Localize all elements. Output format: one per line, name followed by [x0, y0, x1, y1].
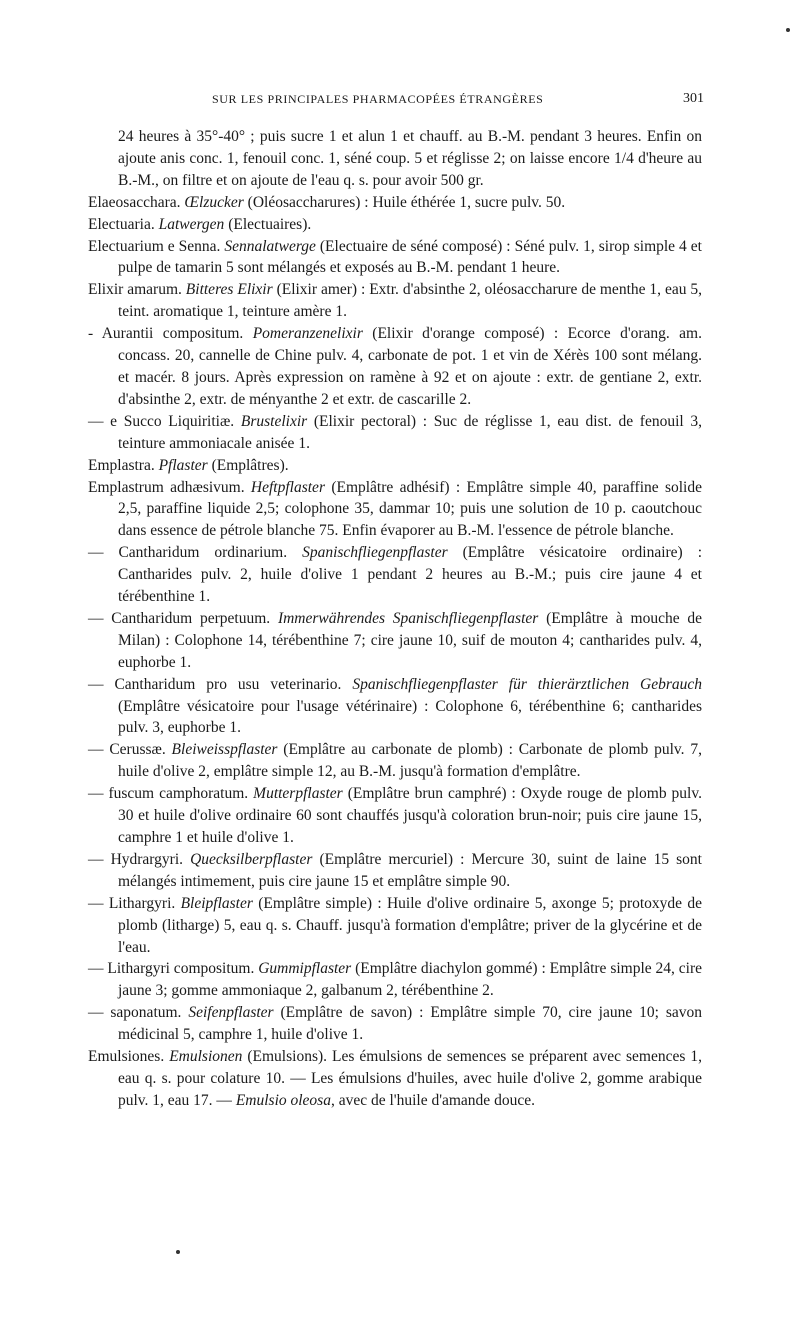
entry-text: Electuarium e Senna.: [88, 237, 225, 255]
entry-lithargyri-compositum: [88, 958, 702, 1002]
entry-text: , avec de l'huile d'amande douce.: [330, 1091, 535, 1109]
latin-german-term: Spanischfliegenpflaster: [302, 544, 448, 562]
entry-text: Elaeosacchara.: [88, 193, 185, 211]
entry-text: Emplastra.: [88, 456, 159, 474]
entry-cantharidum-veterinario: [88, 674, 702, 740]
latin-german-term: Bleiweisspflaster: [171, 741, 278, 759]
page-header: [90, 92, 704, 114]
latin-german-term: Sennalatwerge: [224, 237, 316, 255]
entry-text: (Emulsions). Les émulsions de semences se préparent avec semences 1, eau q. s. pour colature 10. — Les émulsions d'huiles, avec huile d'olive 2, gomme arabique pulv. 1, eau 17. —: [118, 1048, 702, 1109]
entry-text: (Emplâtre adhésif) : Emplâtre simple 40, paraffine solide 2,5, paraffine liquide 2,5; colophone 35, dammar 10; puis une solution de 10 p. caoutchouc dans essence de pétrole blanche 75. Enfin évaporer au B.-M. l'essence de pétrole blanche.: [118, 478, 702, 540]
latin-german-term: Pflaster: [158, 456, 208, 474]
entry-text: — Hydrargyri.: [88, 850, 191, 868]
entry-text: (Emplâtres).: [207, 456, 289, 474]
entry-saponatum: [88, 1002, 702, 1046]
entry-electuarium-senna: [88, 236, 702, 280]
entry-cantharidum-perpetuum: [88, 608, 702, 674]
entry-text: (Emplâtre de savon) : Emplâtre simple 70, cire jaune 10; savon médicinal 5, camphre 1, huile d'olive 1.: [118, 1004, 703, 1044]
entry-electuaria: [88, 214, 702, 236]
entry-text: — Cantharidum ordinarium.: [88, 544, 303, 562]
running-title: SUR LES PRINCIPALES PHARMACOPÉES ÉTRANGÈRES: [212, 92, 544, 106]
entry-text: — Lithargyri.: [88, 894, 181, 912]
entry-emulsiones: [88, 1046, 702, 1112]
entry-text: Elixir amarum.: [88, 281, 186, 299]
entry-text: (Emplâtre diachylon gommé) : Emplâtre simple 24, cire jaune 3; gomme ammoniaque 2, galbanum 2, térébenthine 2.: [118, 960, 702, 1000]
entry-text: — Lithargyri compositum.: [88, 960, 259, 978]
entry-text: (Emplâtre au carbonate de plomb) : Carbonate de plomb pulv. 7, huile d'olive 2, emplâtre simple 12, au B.-M. jusqu'à formation d'emplâtre.: [118, 741, 702, 781]
entry-text: (Emplâtre vésicatoire ordinaire) : Cantharides pulv. 2, huile d'olive 1 pendant 2 heures au B.-M.; puis cire jaune 4 et térébenthine 1.: [118, 544, 702, 606]
entry-elixir-amarum: [88, 279, 702, 323]
entry-cerussae: [88, 739, 702, 783]
latin-german-term: Immerwährendes Spanischfliegenpflaster: [277, 609, 539, 627]
entry-text: — Cerussæ.: [88, 741, 172, 759]
entry-text: — Cantharidum perpetuum.: [88, 609, 278, 627]
paper-speck: [176, 1250, 180, 1254]
entry-text: Electuaria.: [88, 215, 159, 233]
latin-german-term: Quecksilberpflaster: [190, 850, 313, 868]
entry-text: (Emplâtre à mouche de Milan) : Colophone 14, térébenthine 7; cire jaune 10, suif de mouton 4; cantharides pulv. 4, euphorbe 1.: [118, 609, 702, 671]
latin-german-term: Brustelixir: [240, 412, 308, 430]
entry-aurantii: [88, 323, 702, 411]
entry-text: (Emplâtre vésicatoire pour l'usage vétérinaire) : Colophone 6, térébenthine 6; cantharides pulv. 3, euphorbe 1.: [118, 697, 702, 737]
paper-speck: [786, 28, 790, 32]
latin-german-term: Latwergen: [158, 215, 225, 233]
latin-german-term: Bitteres Elixir: [185, 281, 273, 299]
entry-succo-liquiritiae: [88, 411, 702, 455]
entry-text: — fuscum camphoratum.: [88, 785, 254, 803]
entry-lithargyri: [88, 893, 702, 959]
latin-german-term: Œlzucker: [184, 193, 244, 211]
latin-german-term: Emulsionen: [169, 1048, 243, 1066]
latin-german-term: Heftpflaster: [250, 478, 325, 496]
page-number: 301: [683, 91, 704, 106]
entry-text: (Oléosaccharures) : Huile éthérée 1, sucre pulv. 50.: [243, 193, 566, 211]
entry-cantharidum-ordinarium: [88, 542, 702, 608]
entry-text: — Cantharidum pro usu veterinario.: [88, 675, 353, 693]
entry-text: (Elixir pectoral) : Suc de réglisse 1, eau dist. de fenouil 3, teinture ammoniacale anisée 1.: [118, 412, 702, 452]
entry-text: 24 heures à 35°-40° ; puis sucre 1 et alun 1 et chauff. au B.-M. pendant 3 heures. Enfin on ajoute anis conc. 1, fenouil conc. 1, séné coup. 5 et réglisse 2; on laisse encore 1/4 d'heure au B.-M., on filtre et on ajoute de l'eau q. s. pour avoir 500 gr.: [118, 128, 702, 189]
latin-german-term: Mutterpflaster: [253, 785, 343, 803]
entry-text: (Emplâtre simple) : Huile d'olive ordinaire 5, axonge 5; protoxyde de plomb (litharge) 5, eau q. s. Chauff. jusqu'à formation d'emplâtre; priver de la glycérine et de l'eau.: [118, 894, 702, 956]
entry-fuscum-camphoratum: [88, 783, 702, 849]
entry-emplastrum-adhaesivum: [88, 477, 702, 543]
entry-text: (Electuaire de séné composé) : Séné pulv. 1, sirop simple 4 et pulpe de tamarin 5 sont mélangés et exposés au B.-M. pendant 1 heure.: [118, 237, 702, 277]
latin-german-term: Gummipflaster: [258, 960, 352, 978]
entry-text: Emplastrum adhæsivum.: [88, 478, 251, 496]
latin-german-term: Seifenpflaster: [188, 1004, 274, 1022]
entry-text: (Elixir amer) : Extr. d'absinthe 2, oléosaccharure de menthe 1, eau 5, teint. aromatique 1, teinture amère 1.: [118, 281, 703, 321]
entry-elaeosacchara: [88, 192, 702, 214]
entry-hydrargyri: [88, 849, 702, 893]
entry-text: (Emplâtre mercuriel) : Mercure 30, suint de laine 15 sont mélangés intimement, puis cire jaune 15 et emplâtre simple 90.: [118, 850, 702, 890]
entry-text: (Emplâtre brun camphré) : Oxyde rouge de plomb pulv. 30 et huile d'olive ordinaire 60 sont chauffés jusqu'à coloration brun-noir; puis cire jaune 15, camphre 1 et huile d'olive 1.: [118, 785, 702, 846]
entry-text: Emulsiones.: [88, 1048, 170, 1066]
entry-text: - Aurantii compositum.: [88, 325, 253, 343]
latin-german-term: Spanischfliegenpflaster für thierärztlichen Gebrauch: [352, 675, 702, 693]
latin-german-term: Pomeranzenelixir: [252, 325, 363, 343]
latin-german-term: Bleipflaster: [180, 894, 253, 912]
latin-german-term: Emulsio oleosa: [235, 1091, 331, 1109]
entry-text: (Elixir d'orange composé) : Ecorce d'orang. am. concass. 20, cannelle de Chine pulv. 4, carbonate de pot. 1 et vin de Xérès 100 sont mélang. et macér. 8 jours. Après expression on ramène à 92 et on ajoute : extr. de gentiane 2, extr. d'absinthe 2, extr. de ményanthe 2 et extr. de cascarille 2.: [118, 325, 702, 408]
entry-text: — saponatum.: [88, 1004, 189, 1022]
entry-text: — e Succo Liquiritiæ.: [88, 412, 241, 430]
entry-text: (Electuaires).: [224, 215, 312, 233]
entry-continuation: [88, 126, 702, 192]
page-body: [88, 126, 702, 1112]
entry-emplastra: [88, 455, 702, 477]
